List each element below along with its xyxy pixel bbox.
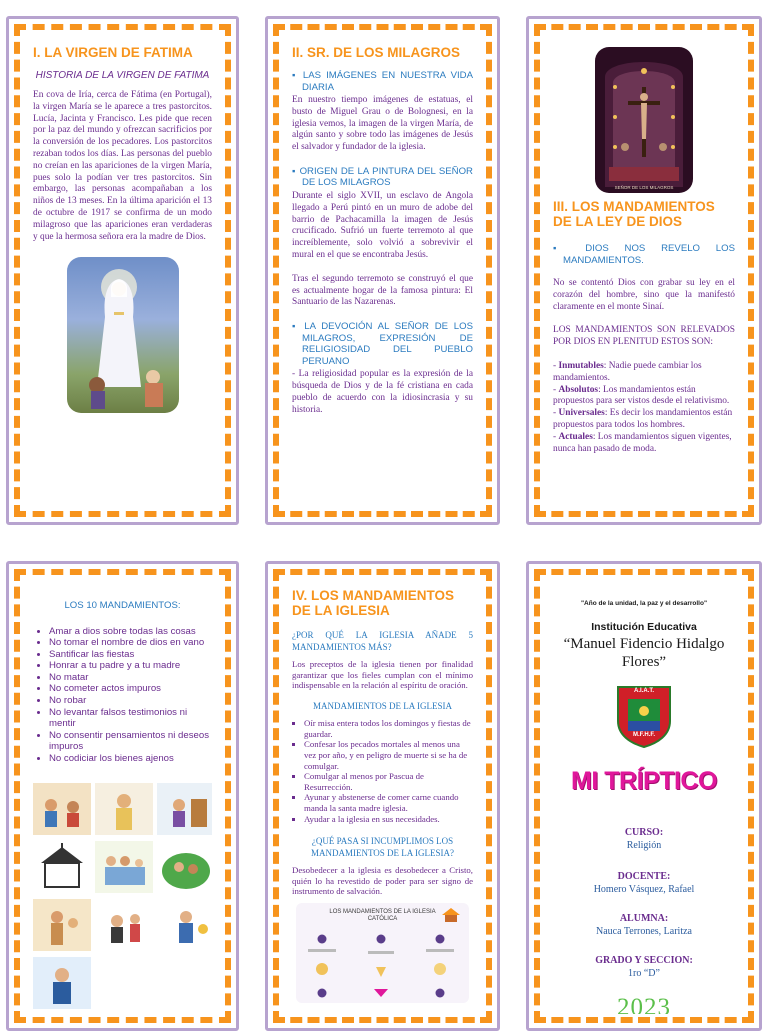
illustration-icon xyxy=(33,957,91,1009)
student-label: ALUMNA: xyxy=(619,913,669,924)
list-item: • No robar xyxy=(49,695,212,707)
image-caption: SEÑOR DE LOS MILAGROS xyxy=(614,185,674,190)
list-item: ▪ Comulgar al menos por Pascua de Resurrección. xyxy=(304,771,473,792)
senor-milagros-image xyxy=(595,47,693,193)
paragraph: No se contentó Dios con grabar su ley en el corazón del hombre, sino que la manifestó claramente en el monte Sinaí. xyxy=(553,278,735,312)
subsection-heading: ▪ LA DEVOCIÓN AL SEÑOR DE LOS MILAGROS, EXPRESIÓN DE RELIGIOSIDAD DEL PUEBLO PERUANO xyxy=(292,321,473,367)
list-item: • No cometer actos impuros xyxy=(49,683,212,695)
attribute-item: - Universales: Es decir los mandamientos están propuestos para todos los hombres. xyxy=(553,408,733,430)
list-item: ▪ Oír misa entera todos los domingos y fiestas de guardar. xyxy=(304,718,473,739)
infographic-title: LOS MANDAMIENTOS DE LA IGLESIA CATÓLICA xyxy=(329,909,436,922)
subsection-heading: ▪ DIOS NOS REVELO LOS MANDAMIENTOS. xyxy=(553,243,735,266)
illustration-icon xyxy=(95,899,153,951)
section-title: II. SR. DE LOS MILAGROS xyxy=(292,45,461,60)
section-title: LOS 10 MANDAMIENTOS: xyxy=(64,600,181,611)
grade-label: GRADO Y SECCION: xyxy=(595,955,693,966)
list-item: • Amar a dios sobre todas las cosas xyxy=(49,626,212,638)
paragraph: - La religiosidad popular es la expresión de la búsqueda de Dios y de la fé cristiana en cada pueblo de acuerdo con la idiosincrasia y su historia. xyxy=(292,369,473,415)
commandments-list xyxy=(33,626,212,765)
list-item: • No consentir pensamientos ni deseos impuros xyxy=(49,730,212,753)
school-logo xyxy=(614,683,674,749)
altar-icon xyxy=(595,47,693,193)
attribute-item: - Actuales: Los mandamientos siguen vigentes, nunca han pasado de moda. xyxy=(553,431,732,454)
list-item: • Honrar a tu padre y a tu madre xyxy=(49,660,212,672)
logo-text-bottom: M.F.H.F. xyxy=(633,732,655,738)
course-block xyxy=(553,826,735,980)
subsection-heading: ▪ ORIGEN DE LA PINTURA DEL SEÑOR DE LOS MILAGROS xyxy=(292,165,473,189)
paragraph: En nuestro tiempo imágenes de estatuas, el busto de Miguel Grau o de Bolognesi, en la iglesia vemos, la imagen de la virgen María, de algún santo y sobre todo las imágenes de Jesús el salvador y fundador de la iglesia. xyxy=(292,95,473,153)
attribute-item: - Inmutables: Nadie puede cambiar los mandamientos. xyxy=(553,360,702,383)
church-icon xyxy=(441,907,461,923)
attributes-list xyxy=(553,361,735,455)
question-heading: ¿POR QUÉ LA IGLESIA AÑADE 5 MANDAMIENTOS MÁS? xyxy=(292,630,473,652)
list-item: ▪ Confesar los pecados mortales al menos una vez por año, y en peligro de muerte si se ha de comulgar. xyxy=(304,739,473,771)
teacher-value: Homero Vásquez, Rafael xyxy=(593,884,695,895)
cover-year: 2023 xyxy=(617,994,671,1014)
commandments-illustrations xyxy=(33,783,212,1009)
church-commandments-list xyxy=(292,718,473,824)
virgen-fatima-image xyxy=(67,257,179,413)
institution-label: Institución Educativa xyxy=(591,621,697,633)
church-commandments-infographic xyxy=(296,903,469,1003)
subsection-heading: ▪ LAS IMÁGENES EN NUESTRA VIDA DIARIA xyxy=(292,70,473,93)
list-item: • No matar xyxy=(49,672,212,684)
panel-10-mandamientos xyxy=(6,561,239,1031)
teacher-label: DOCENTE: xyxy=(617,871,671,882)
year-motto: "Año de la unidad, la paz y el desarrollo" xyxy=(580,600,708,607)
section-title: III. LOS MANDAMIENTOS DE LA LEY DE DIOS xyxy=(553,199,715,229)
panel-mandamientos-ley xyxy=(526,16,762,525)
cover-title: MI TRÍPTICO xyxy=(571,767,717,795)
paragraph: LOS MANDAMIENTOS SON RELEVADOS POR DIOS EN PLENITUD ESTOS SON: xyxy=(553,325,735,348)
panel-cover xyxy=(526,561,762,1031)
course-value: Religión xyxy=(626,840,662,851)
course-label: CURSO: xyxy=(624,827,664,838)
list-item: ▪ Ayudar a la iglesia en sus necesidades. xyxy=(304,814,473,825)
list-item: • No tomar el nombre de dios en vano xyxy=(49,637,212,649)
attribute-item: - Absolutos: Los mandamientos están propuestos para ser vistos desde el relativismo. xyxy=(553,384,730,407)
illustration-icon xyxy=(95,783,153,835)
list-item: ▪ Ayunar y abstenerse de comer carne cuando manda la santa madre iglesia. xyxy=(304,792,473,813)
illustration-icon xyxy=(157,841,212,893)
student-value: Nauca Terrones, Laritza xyxy=(595,926,692,937)
section-subtitle: HISTORIA DE LA VIRGEN DE FATIMA xyxy=(35,70,210,81)
infographic-icons xyxy=(296,929,466,999)
illustration-icon xyxy=(33,899,91,951)
logo-text-top: A.I.A.T. xyxy=(633,688,654,694)
list-item: • No levantar falsos testimonios ni mentir xyxy=(49,707,212,730)
paragraph: Desobedecer a la iglesia es desobedecer a Cristo, quién lo ha revestido de poder para ser signo de instrumento de salvación. xyxy=(292,865,473,897)
panel-mandamientos-iglesia xyxy=(265,561,500,1031)
panel-virgen-fatima xyxy=(6,16,239,525)
panel-senor-milagros xyxy=(265,16,500,525)
institution-name: “Manuel Fidencio Hidalgo Flores” xyxy=(563,636,725,670)
list-item: • Santificar las fiestas xyxy=(49,649,212,661)
section-title: IV. LOS MANDAMIENTOS DE LA IGLESIA xyxy=(292,588,455,618)
illustration-icon xyxy=(157,783,212,835)
subsection-heading: MANDAMIENTOS DE LA IGLESIA xyxy=(312,700,453,711)
section-title: I. LA VIRGEN DE FATIMA xyxy=(33,45,193,60)
paragraph: Tras el segundo terremoto se construyó el que es actualmente hogar de la famosa pintura: El Santuario de las Nazarenas. xyxy=(292,273,473,308)
paragraph: Los preceptos de la iglesia tienen por finalidad garantizar que los fieles cumplan con el mínimo indispensable en la relación al espíritu de oración. xyxy=(292,659,473,691)
virgin-figure-icon xyxy=(67,257,179,413)
illustration-icon xyxy=(95,841,153,893)
question-heading: ¿QUÉ PASA SI INCUMPLIMOS LOS MANDAMIENTOS DE LA IGLESIA? xyxy=(310,836,455,858)
illustration-icon xyxy=(33,783,91,835)
illustration-icon xyxy=(157,899,212,951)
grade-value: 1ro “D” xyxy=(628,968,660,979)
paragraph: Durante el siglo XVII, un esclavo de Angola llegado a Perú pintó en un muro de adobe del barrio de Pachacamilla la imagen de Jesús crucificado. Sufrió un fuerte terremoto al que increíblemente, solo volvió a sobrevivir el mural en el que se encontraba Jesús. xyxy=(292,190,473,260)
illustration-icon xyxy=(33,841,91,893)
fatima-story: En cova de Iría, cerca de Fátima (en Portugal), la virgen María se le aparece a tres pastorcitos. Lucía, Jacinta y Francisco. Les pide que recen por la paz del mundo y ofrezcan sacrificios por la conversión de los pecadores. Los pastorcitos rezaban todos los días. Las personas del pueblo no creían en las apariciones de la virgen María, pues solo la podían ver tres pastorcitos. Sin embargo, las personas acompañaban a los niños de 13 meses. En la última aparición el 13 de octubre de 1917 se confirma de un modo milagroso que las apariciones eran verdaderas y que la hermosa señora era la madre de Dios. xyxy=(33,90,212,242)
list-item: • No codiciar los bienes ajenos xyxy=(49,753,212,765)
